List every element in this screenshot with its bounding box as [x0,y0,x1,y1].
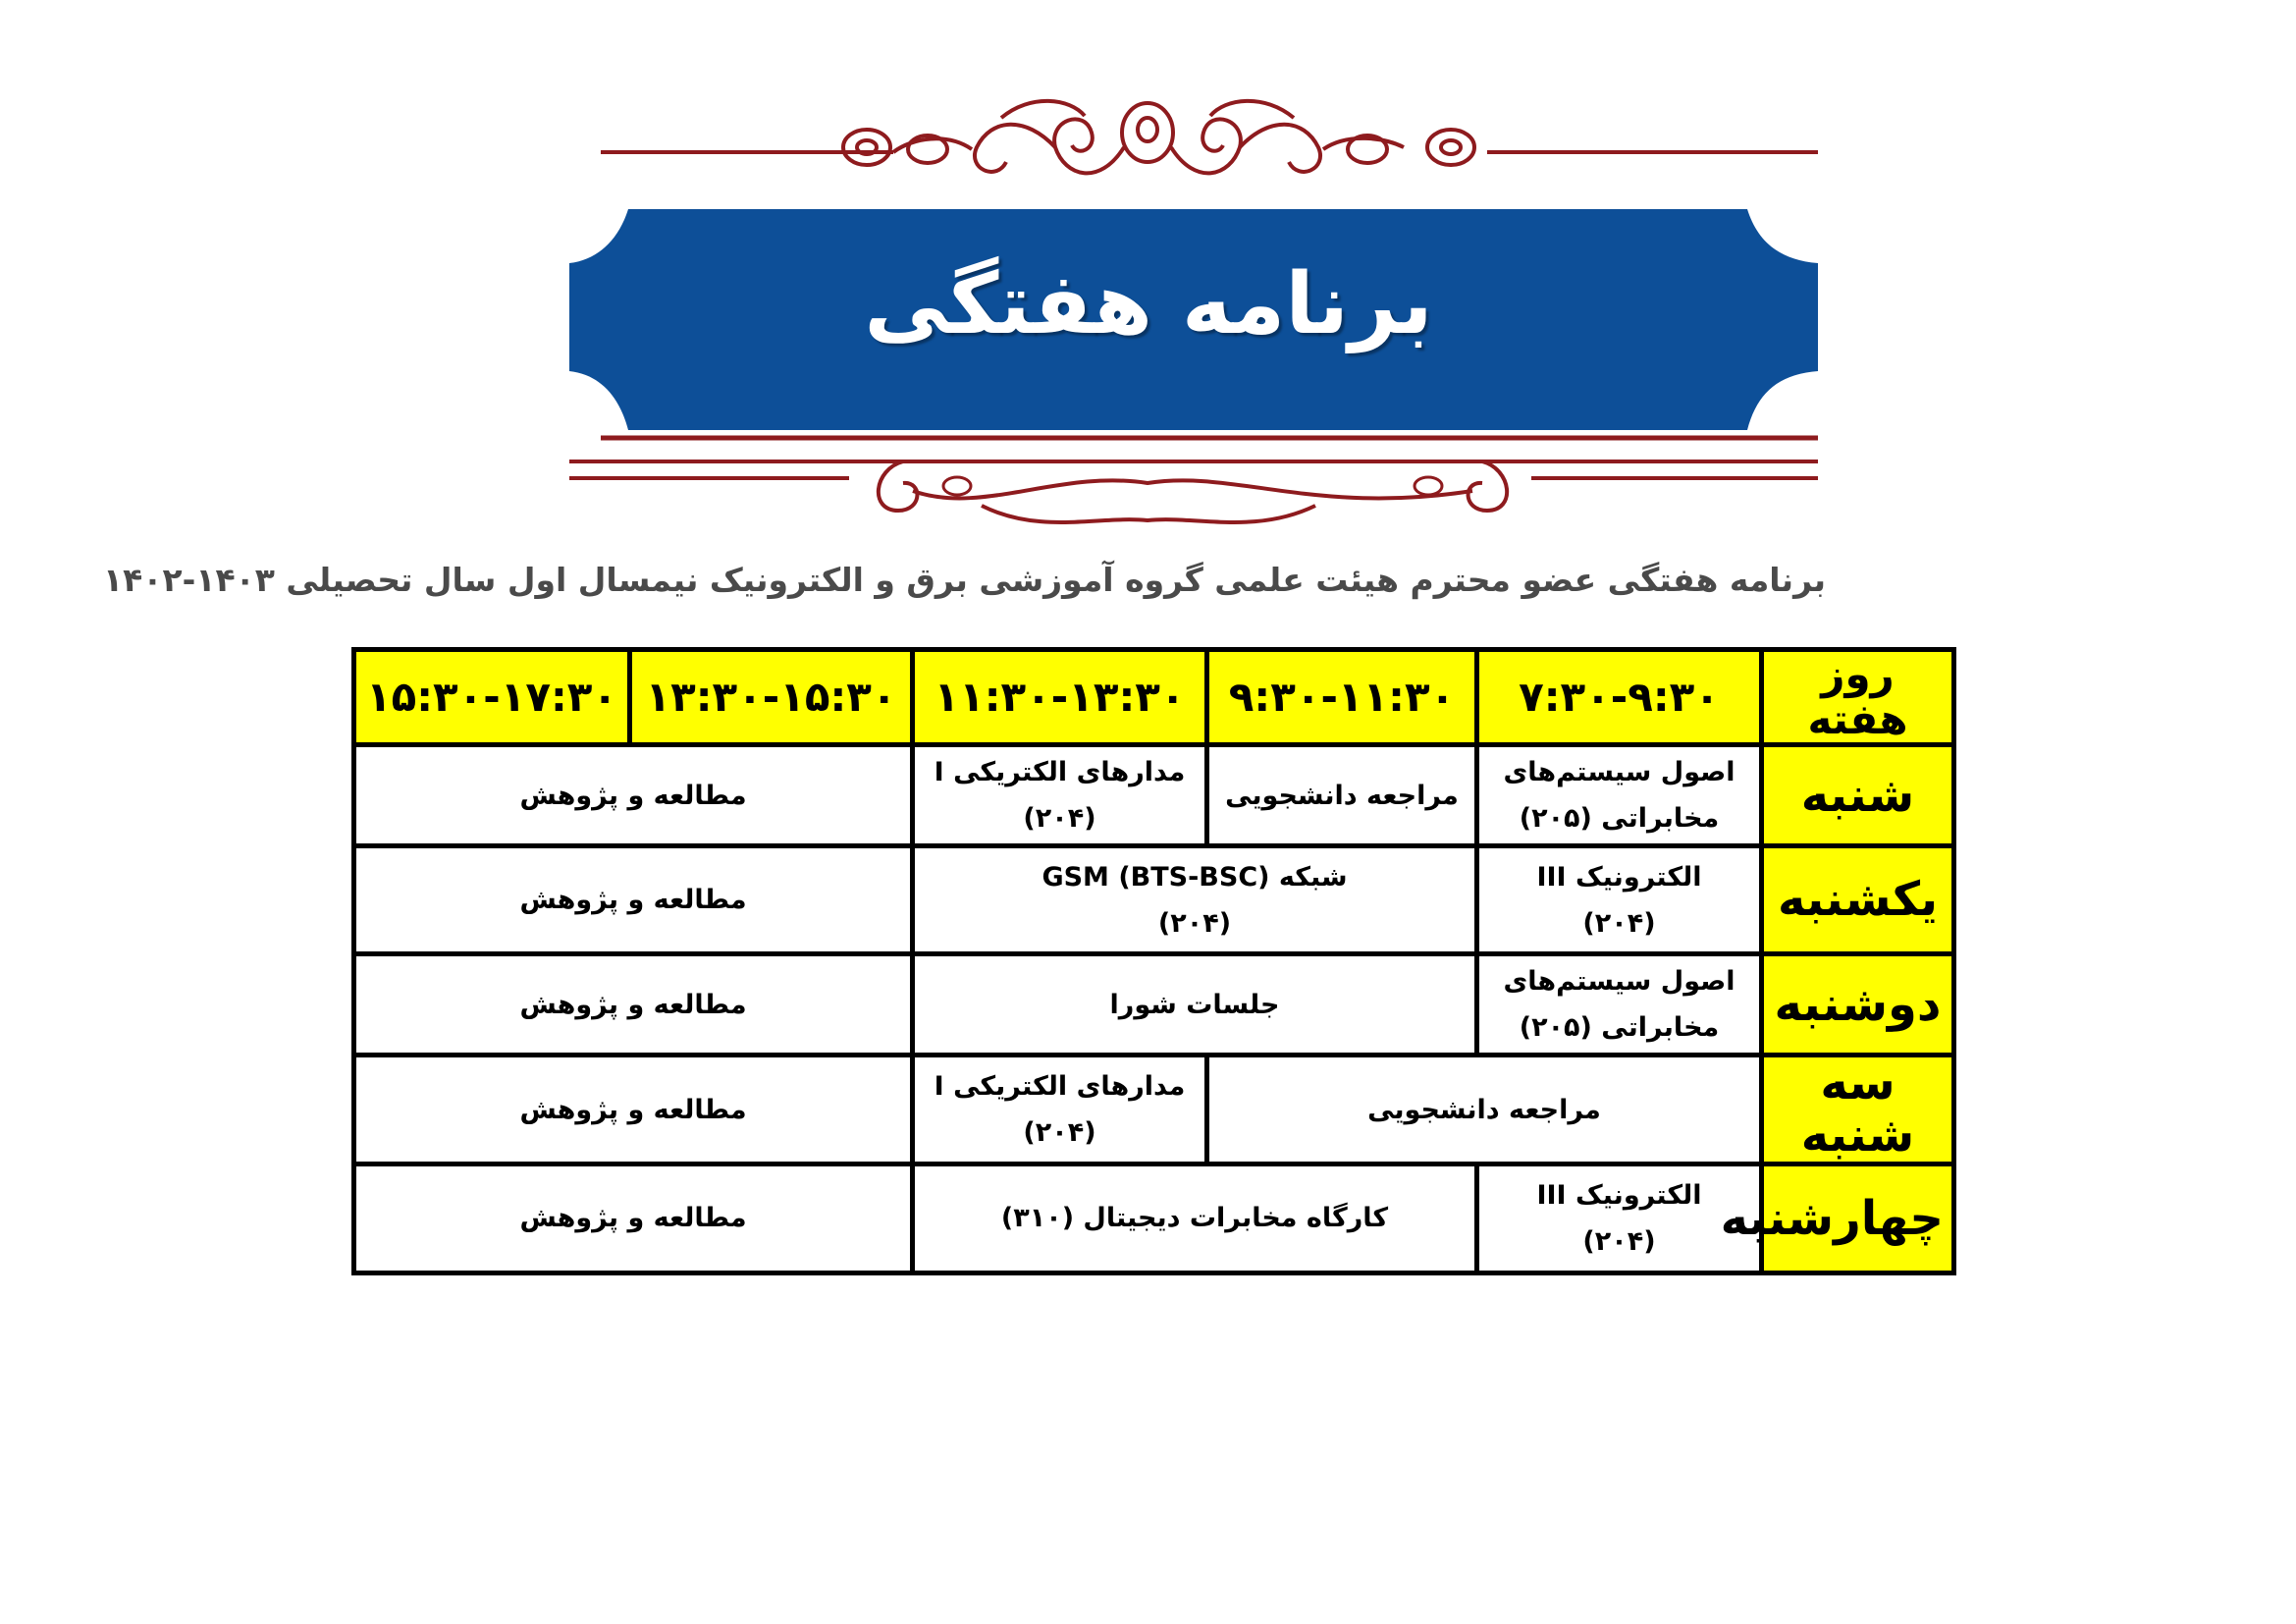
schedule-cell [1207,745,1477,846]
schedule-cell [1207,1056,1762,1164]
day-cell: شنبه [1762,745,1954,846]
cell-line: (۲۰۴) [1582,907,1656,939]
schedule-cell [354,846,913,954]
cell-line: مدارهای الکتریکی I [934,757,1186,788]
cell-line: مراجعه دانشجویی [1367,1094,1601,1125]
table-header-row [354,650,1954,745]
day-cell: سه شنبه [1762,1056,1954,1164]
schedule-cell [1477,954,1762,1056]
cell-line: مخابراتی (۲۰۵) [1519,1012,1720,1044]
schedule-cell [354,1056,913,1164]
cell-line: مطالعه و پژوهش [519,780,747,811]
schedule-cell [913,745,1207,846]
schedule-cell [913,846,1477,954]
cell-line: الکترونیک III [1536,861,1702,893]
cell-line: مدارهای الکتریکی I [934,1070,1186,1102]
banner-title: برنامه هفتگی [864,255,1433,353]
cell-line: کارگاه مخابرات دیجیتال (۳۱۰) [1000,1203,1389,1234]
subtitle: برنامه هفتگی عضو محترم هیئت علمی گروه آموزشی برق و الکترونیک نیمسال اول سال تحصیلی ۱۴۰۳-۱۴۰۲ [103,560,1826,599]
schedule-cell [913,954,1477,1056]
schedule-cell [913,1164,1477,1272]
header-slot-4: ۱۳:۳۰-۱۵:۳۰ [630,650,913,745]
cell-line: (۲۰۴) [1582,1225,1656,1257]
cell-line: (۲۰۴) [1023,803,1096,835]
header-slot-3: ۱۱:۳۰-۱۳:۳۰ [913,650,1207,745]
cell-line: مطالعه و پژوهش [519,1094,747,1125]
table-row [354,954,1954,1056]
header-slot-1: ۷:۳۰-۹:۳۰ [1477,650,1762,745]
schedule-cell [354,745,913,846]
schedule-cell [1477,1164,1762,1272]
cell-line: مطالعه و پژوهش [519,989,747,1020]
cell-line: (۲۰۴) [1023,1117,1096,1149]
header-slot-2: ۹:۳۰-۱۱:۳۰ [1207,650,1477,745]
schedule-cell [1477,846,1762,954]
table-row [354,745,1954,846]
cell-line: مراجعه دانشجویی [1225,780,1459,811]
header-slot-5: ۱۵:۳۰-۱۷:۳۰ [354,650,630,745]
day-cell: چهارشنبه [1762,1164,1954,1272]
cell-line: اصول سیستم‌های [1503,966,1735,998]
day-cell: یکشنبه [1762,846,1954,954]
table-row [354,1056,1954,1164]
top-flourish [601,101,1818,174]
cell-line: مطالعه و پژوهش [519,1203,747,1234]
cell-line: شبکه GSM (BTS-BSC) [1041,861,1348,893]
bottom-flourish [569,438,1818,522]
cell-line: اصول سیستم‌های [1503,757,1735,788]
cell-line: جلسات شورا [1109,989,1280,1020]
schedule-cell [913,1056,1207,1164]
table-row [354,846,1954,954]
schedule-cell [1477,745,1762,846]
cell-line: مطالعه و پژوهش [519,885,747,916]
schedule-cell [354,1164,913,1272]
cell-line: الکترونیک III [1536,1179,1702,1211]
day-cell: دوشنبه [1762,954,1954,1056]
cell-line: (۲۰۴) [1157,907,1232,939]
schedule-cell [354,954,913,1056]
schedule-table [351,647,1956,1275]
table-row [354,1164,1954,1272]
cell-line: مخابراتی (۲۰۵) [1519,803,1720,835]
header-day: روز هفته [1762,650,1954,745]
